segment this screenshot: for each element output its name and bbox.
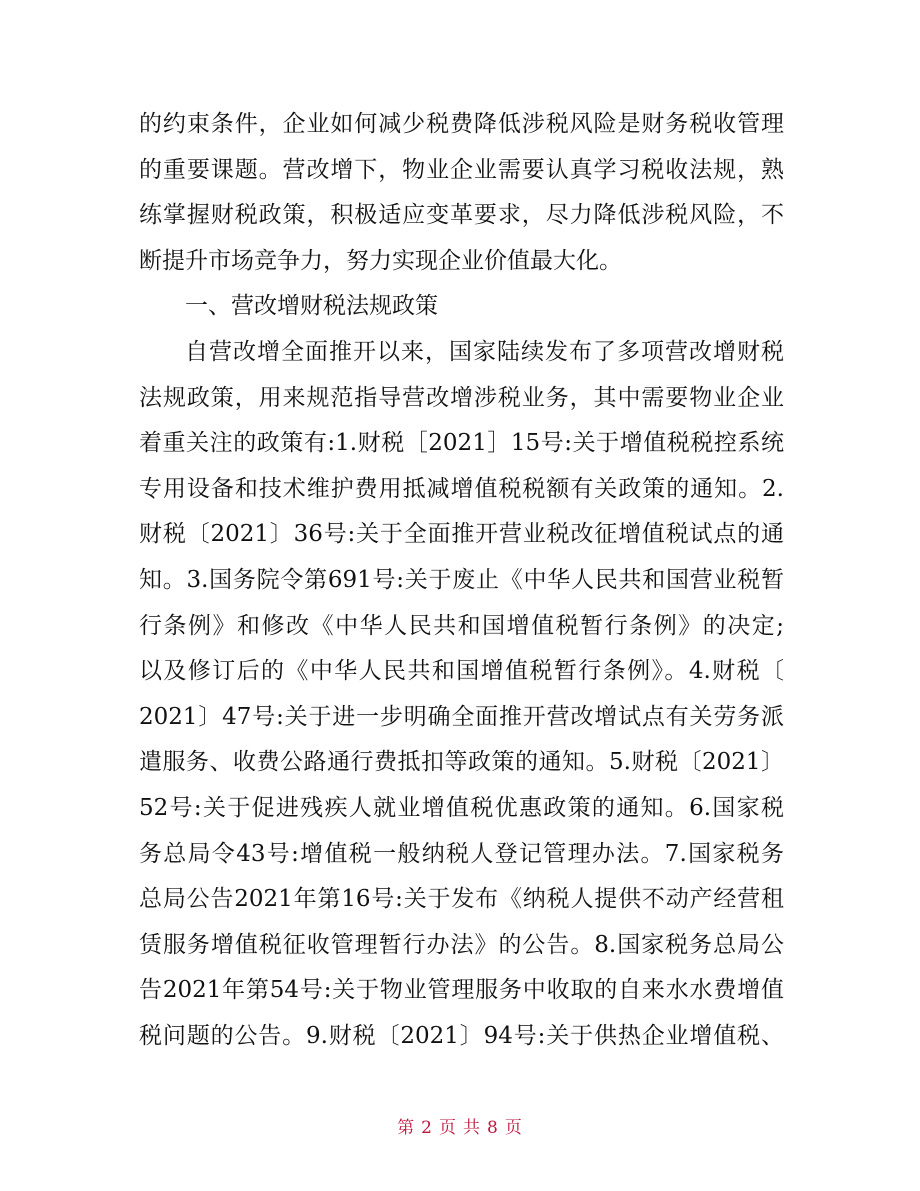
body-line: 行条例》和修改《中华人民共和国增值税暂行条例》的决定; bbox=[139, 612, 784, 639]
footer-prefix: 第 bbox=[397, 1118, 416, 1138]
body-line: 总局公告2021年第16号:关于发布《纳税人提供不动产经营租 bbox=[139, 886, 784, 913]
body-line: 知。3.国务院令第691号:关于废止《中华人民共和国营业税暂 bbox=[139, 566, 784, 593]
intro-line: 的约束条件，企业如何减少税费降低涉税风险是财务税收管理 bbox=[139, 111, 784, 137]
body-line: 遣服务、收费公路通行费抵扣等政策的通知。5.财税〔2021〕 bbox=[139, 749, 784, 776]
intro-line: 的重要课题。营改增下，物业企业需要认真学习税收法规，熟 bbox=[139, 156, 784, 183]
body-line: 着重关注的政策有:1.财税［2021］15号:关于增值税税控系统 bbox=[139, 430, 784, 457]
footer-suffix: 页 bbox=[504, 1118, 523, 1138]
footer-total-prefix: 共 bbox=[463, 1118, 481, 1138]
body-line: 2021〕47号:关于进一步明确全面推开营改增试点有关劳务派 bbox=[139, 703, 784, 730]
body-line: 自营改增全面推开以来，国家陆续发布了多项营改增财税 bbox=[185, 338, 784, 365]
body-line: 52号:关于促进残疾人就业增值税优惠政策的通知。6.国家税 bbox=[139, 794, 784, 821]
intro-line: 练掌握财税政策，积极适应变革要求，尽力降低涉税风险，不 bbox=[139, 202, 784, 229]
body-line: 务总局令43号:增值税一般纳税人登记管理办法。7.国家税务 bbox=[139, 840, 784, 867]
document-body bbox=[139, 102, 784, 1059]
body-line: 财税〔2021〕36号:关于全面推开营业税改征增值税试点的通 bbox=[139, 521, 784, 548]
body-line: 告2021年第54号:关于物业管理服务中收取的自来水水费增值 bbox=[139, 977, 784, 1004]
page-footer bbox=[0, 1113, 920, 1138]
footer-total-pages: 8 bbox=[487, 1118, 499, 1138]
footer-page-word: 页 bbox=[439, 1118, 457, 1138]
body-line: 专用设备和技术维护费用抵减增值税税额有关政策的通知。2. bbox=[139, 475, 784, 502]
body-line: 税问题的公告。9.财税〔2021〕94号:关于供热企业增值税、 bbox=[139, 1022, 784, 1049]
body-line: 法规政策，用来规范指导营改增涉税业务，其中需要物业企业 bbox=[139, 384, 784, 411]
body-line: 以及修订后的《中华人民共和国增值税暂行条例》。4.财税〔 bbox=[139, 658, 784, 685]
section-heading: 一、营改增财税法规政策 bbox=[185, 293, 438, 320]
footer-current-page: 2 bbox=[421, 1118, 433, 1138]
body-line: 赁服务增值税征收管理暂行办法》的公告。8.国家税务总局公 bbox=[139, 931, 784, 958]
intro-line: 断提升市场竞争力，努力实现企业价值最大化。 bbox=[139, 247, 622, 274]
